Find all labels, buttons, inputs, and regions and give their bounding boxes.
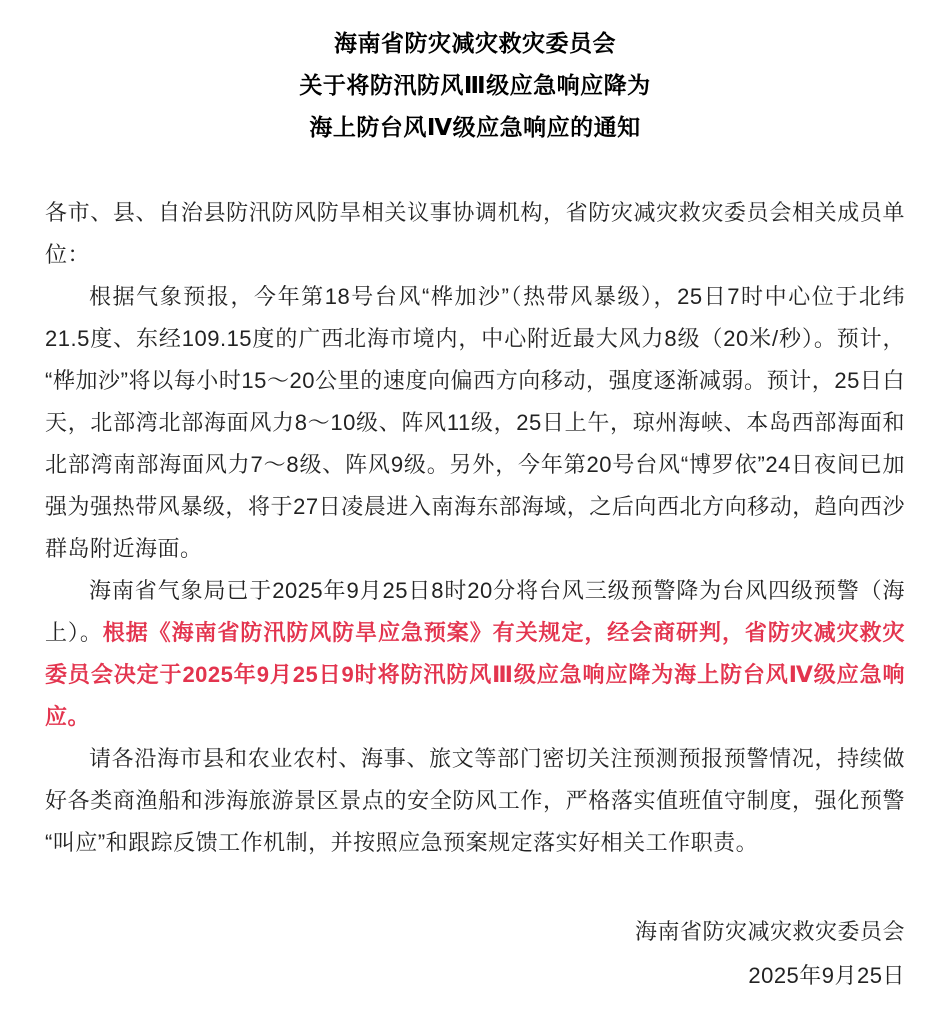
signature-block — [45, 910, 905, 998]
downgrade-normal-text: 海南省气象局已于2025年9月25日8时20分将台风三级预警降为台风四级预警（海上）。 — [45, 578, 905, 645]
signature-issuer: 海南省防灾减灾救灾委员会 — [634, 919, 905, 944]
paragraph-forecast: 根据气象预报，今年第18号台风“桦加沙”（热带风暴级），25日7时中心位于北纬21.5度、东经109.15度的广西北海市境内，中心附近最大风力8级（20米/秒）。预计，“桦加沙”将以每小时15～20公里的速度向偏西方向移动，强度逐渐减弱。预计，25日白天，北部湾北部海面风力8～10级、阵风11级，25日上午，琼州海峡、本岛西部海面和北部湾南部海面风力7～8级、阵风9级。另外，今年第20号台风“博罗依”24日夜间已加强为强热带风暴级，将于27日凌晨进入南海东部海域，之后向西北方向移动，趋向西沙群岛附近海面。 — [45, 284, 905, 561]
salutation-paragraph: 各市、县、自治县防汛防风防旱相关议事协调机构，省防灾减灾救灾委员会相关成员单位： — [45, 200, 905, 267]
signature-date: 2025年9月25日 — [748, 963, 905, 988]
paragraph-response-downgrade — [45, 570, 905, 738]
document-body — [45, 192, 905, 864]
document-title-line-2: 关于将防汛防风Ⅲ级应急响应降为 — [299, 72, 651, 98]
paragraph-requirements: 请各沿海市县和农业农村、海事、旅文等部门密切关注预测预报预警情况，持续做好各类商渔船和涉海旅游景区景点的安全防风工作，严格落实值班值守制度，强化预警“叫应”和跟踪反馈工作机制，并按照应急预案规定落实好相关工作职责。 — [45, 746, 905, 855]
document-title-line-3: 海上防台风Ⅳ级应急响应的通知 — [309, 114, 641, 140]
highlight-decision-text: 根据《海南省防汛防风防旱应急预案》有关规定，经会商研判，省防灾减灾救灾委员会决定于2025年9月25日9时将防汛防风Ⅲ级应急响应降为海上防台风Ⅳ级应急响应。 — [45, 620, 905, 729]
document-title — [45, 20, 905, 148]
document-title-line-1: 海南省防灾减灾救灾委员会 — [334, 30, 616, 56]
